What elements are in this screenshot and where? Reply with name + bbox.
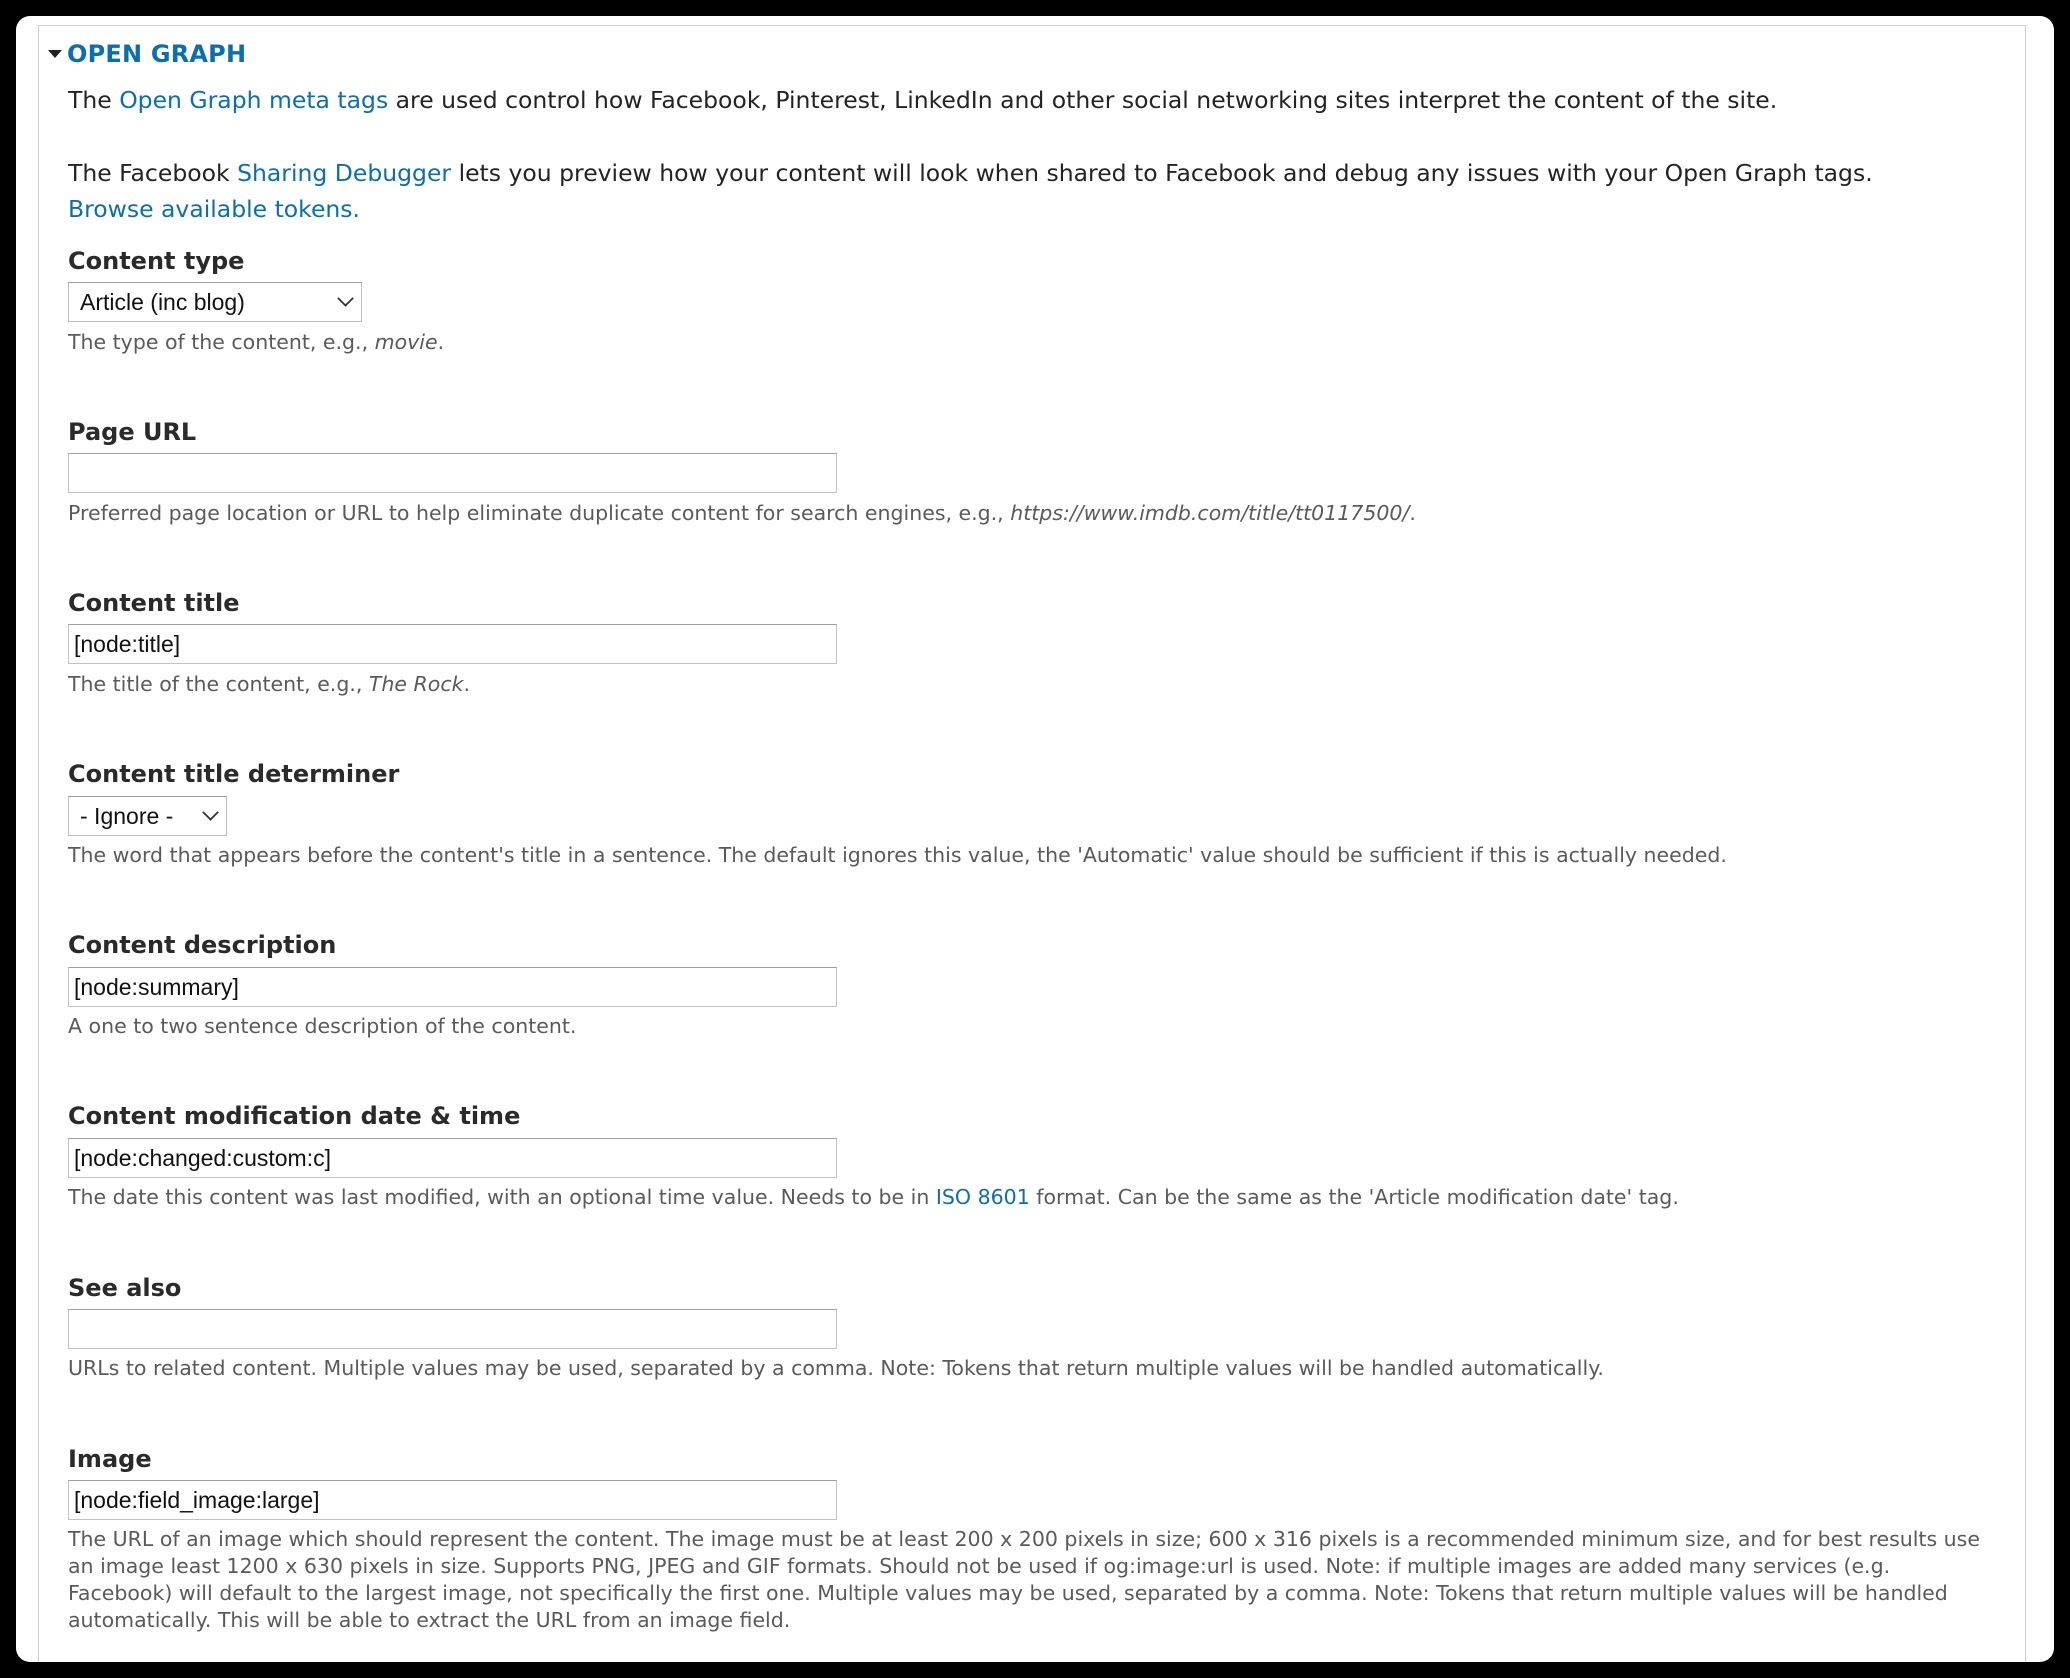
content-description-label: Content description [68, 931, 337, 959]
open-graph-meta-tags-link[interactable]: Open Graph meta tags [119, 86, 389, 114]
page-url-description [68, 500, 1416, 527]
browse-tokens-link[interactable]: Browse available tokens. [68, 195, 361, 223]
debugger-paragraph [68, 159, 1873, 187]
image-label: Image [68, 1445, 152, 1473]
image-input[interactable] [68, 1480, 837, 1520]
modification-date-input[interactable] [68, 1138, 837, 1178]
browse-tokens-row [68, 195, 360, 223]
see-also-description: URLs to related content. Multiple values may be used, separated by a comma. Note: Tokens that return multiple values will be handled automatically. [68, 1356, 1604, 1380]
title-determiner-select[interactable] [68, 796, 227, 836]
content-type-description [68, 329, 444, 356]
desc-example: The Rock [368, 672, 464, 696]
open-graph-fieldset [38, 25, 2026, 1662]
desc-text: The type of the content, e.g., [68, 330, 375, 354]
modification-date-label: Content modification date & time [68, 1102, 521, 1130]
open-graph-toggle[interactable] [48, 40, 246, 68]
title-determiner-label: Content title determiner [68, 760, 400, 788]
content-title-input[interactable] [68, 624, 837, 664]
image-description: The URL of an image which should represent the content. The image must be at least 200 x 200 pixels in size; 600 x 316 pixels is a recommended minimum size, and for best results use an image least 1200 x 630 pixels in size. Supports PNG, JPEG and GIF formats. Should not be used if og:image:url is used. Note: if multiple images are added many services (e.g. Facebook) will default to the largest image, not specifically the first one. Multiple values may be used, separated by a comma. Note: Tokens that return multiple values will be handled automatically. This will be able to extract the URL from an image field. [68, 1527, 1980, 1632]
title-determiner-value: - Ignore - [80, 802, 174, 829]
chevron-down-icon [202, 804, 219, 821]
chevron-down-icon [337, 290, 354, 307]
debugger-suffix: lets you preview how your content will look when shared to Facebook and debug any issues with your Open Graph tags. [451, 159, 1873, 187]
modification-date-description [68, 1184, 1679, 1211]
content-type-select[interactable] [68, 282, 362, 322]
desc-text: The title of the content, e.g., [68, 672, 369, 696]
content-description-help: A one to two sentence description of the content. [68, 1014, 577, 1038]
debugger-prefix: The Facebook [68, 159, 238, 187]
see-also-label: See also [68, 1274, 182, 1302]
desc-text: Preferred page location or URL to help eliminate duplicate content for search engines, e.g., [68, 501, 1011, 525]
triangle-down-icon [48, 50, 62, 58]
desc-text: . [437, 330, 445, 354]
content-description-input[interactable] [68, 967, 837, 1007]
desc-text: The date this content was last modified, with an optional time value. Needs to be in [68, 1185, 936, 1209]
intro-prefix: The [68, 86, 120, 114]
desc-example: https://www.imdb.com/title/tt0117500/ [1010, 501, 1410, 525]
content-type-value: Article (inc blog) [80, 288, 245, 315]
content-title-description [68, 671, 470, 698]
content-title-label: Content title [68, 589, 240, 617]
intro-paragraph [68, 86, 1777, 114]
title-determiner-description: The word that appears before the content's title in a sentence. The default ignores this value, the 'Automatic' value should be sufficient if this is actually needed. [68, 843, 1727, 867]
desc-text: . [463, 672, 470, 696]
iso-8601-link[interactable]: ISO 8601 [935, 1185, 1030, 1209]
see-also-input[interactable] [68, 1309, 837, 1349]
desc-example: movie [374, 330, 438, 354]
settings-panel [16, 16, 2054, 1662]
intro-suffix: are used control how Facebook, Pinterest, LinkedIn and other social networking sites interpret the content of the site. [388, 86, 1778, 114]
section-title: OPEN GRAPH [67, 40, 247, 68]
page-url-input[interactable] [68, 453, 837, 493]
desc-text: format. Can be the same as the 'Article modification date' tag. [1029, 1185, 1679, 1209]
page-url-label: Page URL [68, 418, 197, 446]
desc-text: . [1409, 501, 1416, 525]
content-type-label: Content type [68, 247, 245, 275]
sharing-debugger-link[interactable]: Sharing Debugger [237, 159, 452, 187]
